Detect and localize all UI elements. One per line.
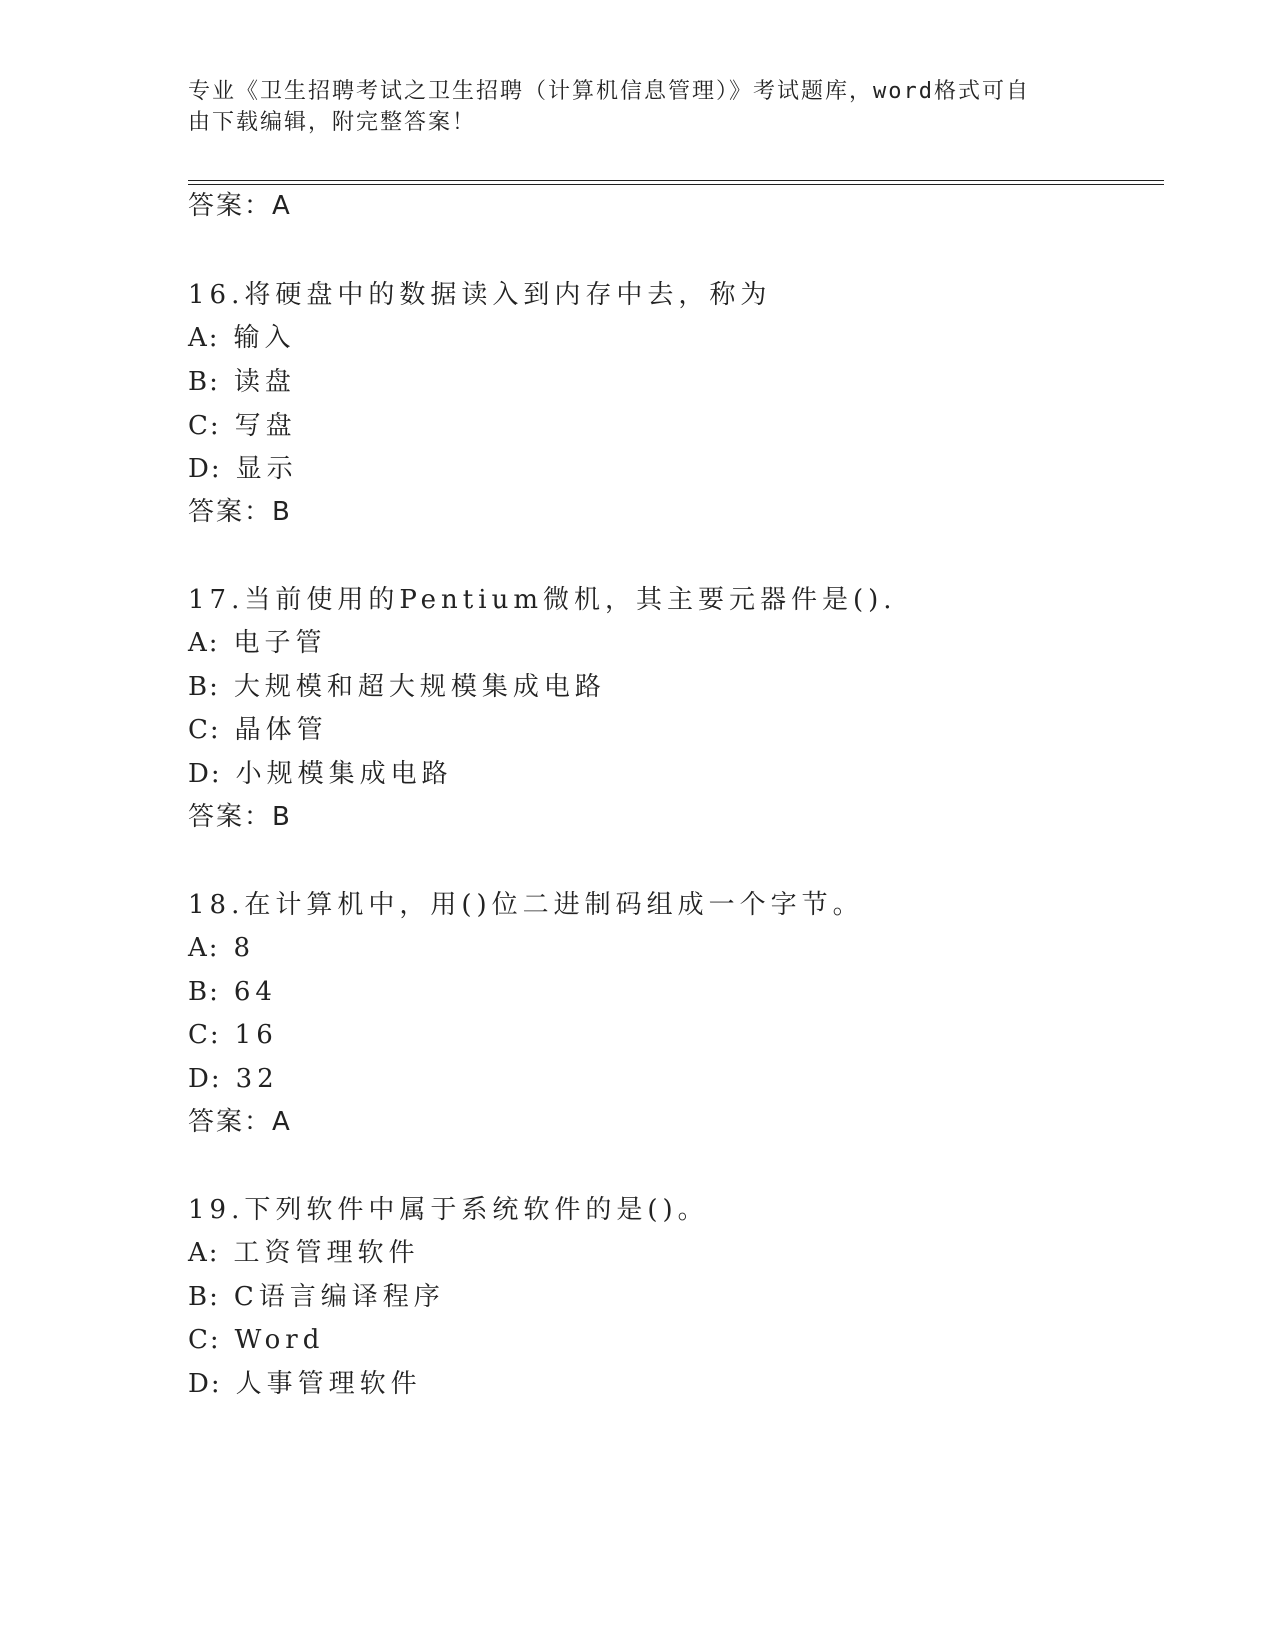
answer-line: 答案：A	[188, 191, 292, 221]
header-line-1: 专业《卫生招聘考试之卫生招聘（计算机信息管理）》考试题库，word格式可自	[188, 79, 1030, 104]
option-text: 人事管理软件	[235, 1369, 422, 1399]
header-line-2: 由下载编辑，附完整答案！	[188, 110, 477, 135]
option-letter: B:	[188, 977, 220, 1007]
option-letter: B:	[188, 367, 220, 397]
question-stem: 17.当前使用的Pentium微机，其主要元器件是().	[188, 585, 897, 615]
question-stem: 19.下列软件中属于系统软件的是()。	[188, 1195, 709, 1225]
option-d	[188, 453, 298, 485]
option-a	[188, 627, 327, 659]
option-c	[188, 1324, 324, 1356]
option-text: 64	[233, 977, 277, 1007]
option-text: 32	[235, 1064, 279, 1094]
option-a	[188, 932, 255, 964]
option-letter: C:	[188, 411, 221, 441]
option-a	[188, 1237, 420, 1269]
question-stem: 18.在计算机中，用()位二进制码组成一个字节。	[188, 890, 864, 920]
option-text: Word	[234, 1325, 325, 1355]
option-letter: D:	[188, 1369, 222, 1399]
option-c	[188, 714, 328, 746]
option-text: 16	[234, 1020, 278, 1050]
option-letter: B:	[188, 1282, 220, 1312]
option-b	[188, 366, 296, 398]
option-b	[188, 671, 606, 703]
option-letter: A:	[188, 628, 220, 658]
option-letter: D:	[188, 759, 222, 789]
header-divider-bottom	[188, 184, 1164, 185]
option-text: 工资管理软件	[233, 1238, 420, 1268]
option-text: 输入	[233, 323, 296, 353]
option-letter: D:	[188, 454, 222, 484]
option-text: 写盘	[234, 411, 297, 441]
option-letter: C:	[188, 1020, 221, 1050]
answer-line: 答案：B	[188, 802, 292, 832]
option-d	[188, 1368, 422, 1400]
option-letter: B:	[188, 672, 220, 702]
option-letter: D:	[188, 1064, 222, 1094]
option-letter: A:	[188, 1238, 220, 1268]
option-text: 小规模集成电路	[235, 759, 453, 789]
answer-line: 答案：A	[188, 1107, 292, 1137]
option-letter: A:	[188, 323, 220, 353]
option-b	[188, 976, 277, 1008]
option-a	[188, 322, 296, 354]
option-b	[188, 1281, 445, 1313]
option-letter: A:	[188, 933, 220, 963]
document-header	[188, 76, 1088, 138]
option-text: C语言编译程序	[233, 1282, 445, 1312]
option-d	[188, 758, 453, 790]
option-text: 8	[233, 933, 256, 963]
option-text: 显示	[235, 454, 298, 484]
option-text: 大规模和超大规模集成电路	[233, 672, 606, 702]
answer-line: 答案：B	[188, 497, 292, 527]
option-text: 读盘	[233, 367, 296, 397]
option-c	[188, 1019, 278, 1051]
option-letter: C:	[188, 715, 221, 745]
option-text: 电子管	[233, 628, 327, 658]
option-text: 晶体管	[234, 715, 328, 745]
option-letter: C:	[188, 1325, 221, 1355]
header-divider-top	[188, 180, 1164, 181]
question-stem: 16.将硬盘中的数据读入到内存中去，称为	[188, 280, 772, 310]
option-c	[188, 410, 297, 442]
option-d	[188, 1063, 279, 1095]
